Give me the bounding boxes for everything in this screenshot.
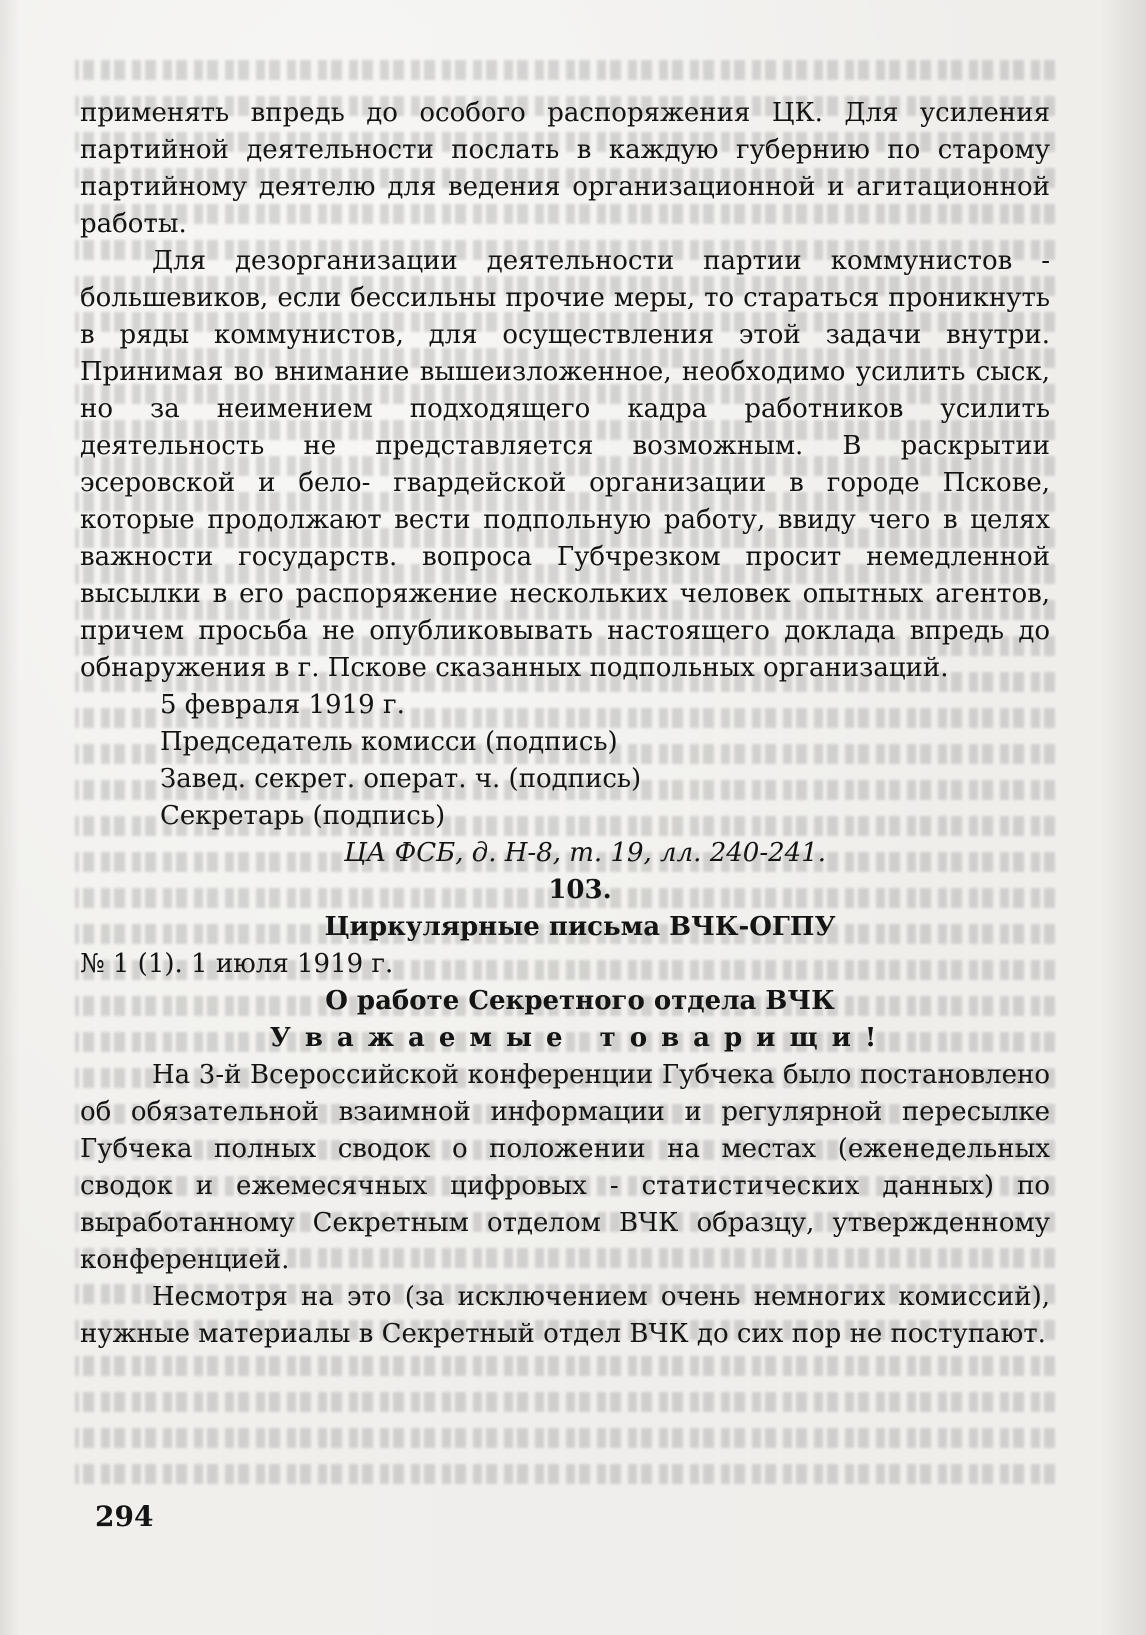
page-content <box>80 95 1050 1353</box>
main-paragraph: Для дезорганизации деятельности партии коммунистов - большевиков, если бессильны прочие меры, то стараться проникнуть в ряды коммунистов, для осуществления этой задачи внутри. Принимая во внимание вышеизложенное, необходимо усилить сыск, но за неимением подходящего кадра работников усилить деятельность не представляется возможным. В раскрытии эсеровской и бело- гвардейской организации в городе Пскове, которые продолжают вести подпольную работу, ввиду чего в целях важности государств. вопроса Губчрезком просит немедленной высылки в его распоряжение нескольких человек опытных агентов, причем просьба не опубликовывать настоящего доклада впредь до обнаружения в г. Пскове сказанных подпольных организаций. <box>80 246 1050 683</box>
letter-number-date: № 1 (1). 1 июля 1919 г. <box>80 949 394 979</box>
signature-head-secret-operations: Завед. секрет. операт. ч. (подпись) <box>160 764 642 794</box>
letter-subtitle: О работе Секретного отдела ВЧК <box>325 986 835 1016</box>
archive-source-reference: ЦА ФСБ, д. Н-8, т. 19, лл. 240-241. <box>343 838 826 868</box>
signature-chairman: Председатель комисси (подпись) <box>160 727 618 757</box>
report-date: 5 февраля 1919 г. <box>160 690 405 720</box>
letter-paragraph-1: На 3-й Всероссийской конференции Губчека было постановлено об обязательной взаимной информации и регулярной пересылке Губчека полных сводок о положении на местах (еженедельных сводок и ежемесячных цифровых - статистических данных) по выработанному Секретным отделом ВЧК образцу, утвержденному конференцией. <box>80 1060 1050 1275</box>
letter-paragraph-2: Несмотря на это (за исключением очень немногих комиссий), нужные материалы в Секретный отдел ВЧК до сих пор не поступают. <box>80 1282 1050 1349</box>
document-number: 103. <box>548 875 612 905</box>
letter-greeting: Уважаемые товарищи! <box>269 1023 891 1053</box>
document-title: Циркулярные письма ВЧК-ОГПУ <box>324 912 836 942</box>
page-number: 294 <box>95 1500 154 1533</box>
intro-paragraph: применять впредь до особого распоряжения ЦК. Для усиления партийной деятельности послать в каждую губернию по старому партийному деятелю для ведения организационной и агитационной работы. <box>80 98 1050 239</box>
signature-secretary: Секретарь (подпись) <box>160 801 446 831</box>
